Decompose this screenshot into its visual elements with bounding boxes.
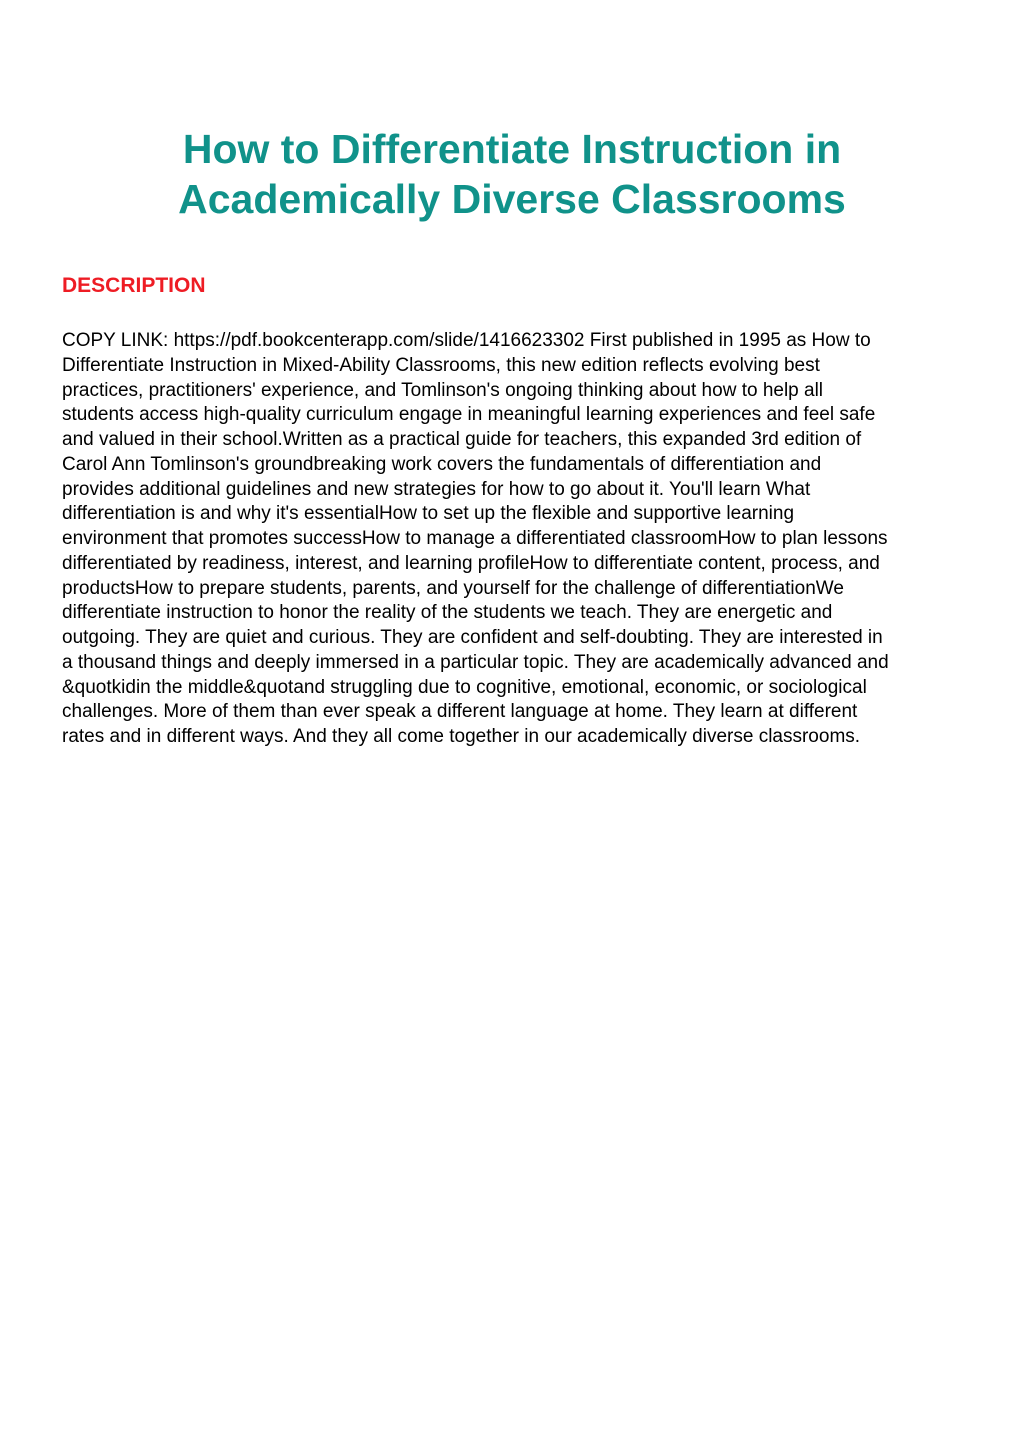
description-line: Carol Ann Tomlinson's groundbreaking work covers the fundamentals of differentiation and bbox=[62, 453, 822, 475]
description-line: rates and in different ways. And they all come together in our academically diverse classrooms. bbox=[62, 726, 861, 747]
document-title bbox=[62, 124, 962, 224]
description-line: challenges. More of them than ever speak a different language at home. They learn at different bbox=[62, 701, 858, 723]
title-line: How to Differentiate Instruction in bbox=[182, 126, 842, 172]
description-line: outgoing. They are quiet and curious. They are confident and self-doubting. They are interested in bbox=[62, 627, 883, 648]
description-line: differentiated by readiness, interest, and learning profileHow to differentiate content, process, and bbox=[62, 552, 880, 574]
description-line: students access high-quality curriculum engage in meaningful learning experiences and feel safe bbox=[62, 404, 876, 426]
description-line: environment that promotes successHow to manage a differentiated classroomHow to plan lessons bbox=[62, 528, 888, 549]
description-line: differentiation is and why it's essentialHow to set up the flexible and supportive learning bbox=[62, 503, 795, 525]
description-line: COPY LINK: https://pdf.bookcenterapp.com/slide/1416623302 First published in 1995 as How to bbox=[62, 330, 871, 351]
description-line: productsHow to prepare students, parents, and yourself for the challenge of differentiationWe bbox=[62, 577, 844, 599]
description-line: and valued in their school.Written as a practical guide for teachers, this expanded 3rd edition of bbox=[62, 429, 862, 450]
description-line: practices, practitioners' experience, and Tomlinson's ongoing thinking about how to help all bbox=[62, 379, 824, 401]
title-line: Academically Diverse Classrooms bbox=[178, 176, 846, 222]
description-heading: DESCRIPTION bbox=[62, 274, 206, 297]
description-text bbox=[62, 329, 972, 750]
description-line: differentiate instruction to honor the reality of the students we teach. They are energetic and bbox=[62, 602, 833, 624]
description-line: provides additional guidelines and new strategies for how to go about it. You'll learn What bbox=[62, 478, 811, 500]
description-line: a thousand things and deeply immersed in a particular topic. They are academically advanced and bbox=[62, 651, 889, 673]
description-line: Differentiate Instruction in Mixed-Ability Classrooms, this new edition reflects evolving best bbox=[62, 354, 820, 376]
description-line: &quotkidin the middle&quotand struggling due to cognitive, emotional, economic, or sociological bbox=[62, 676, 867, 698]
